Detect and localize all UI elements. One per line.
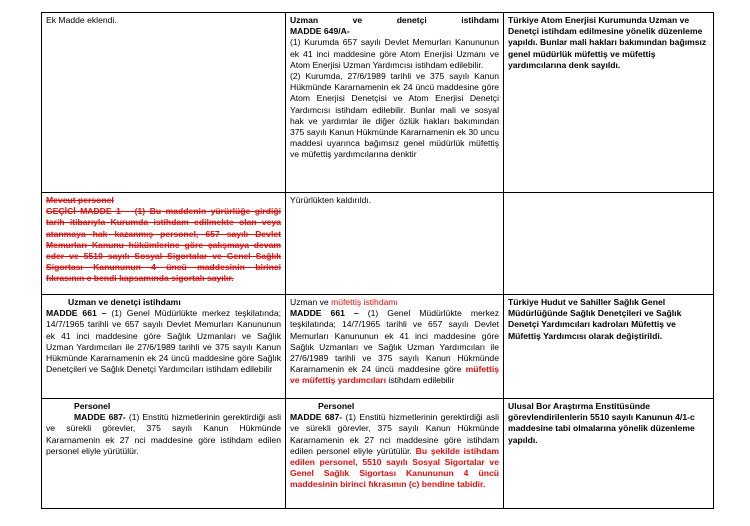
article-heading: Uzman ve denetçi istihdamı [290,15,499,25]
old-text-cell [42,295,286,399]
article-heading: Personel [318,401,355,411]
table-row [42,13,714,193]
article-title: Mevcut personel [46,195,114,205]
article-heading: Uzman ve denetçi istihdamı [68,297,181,307]
table-row [42,399,714,509]
new-text-cell [286,13,504,193]
article-body: MADDE 687- (1) Enstitü hizmetlerinin gerektirdiği asli ve sürekli görevler, 375 sayılı Kanun Hükmünde Kararnamenin ek 27 nci maddesine göre istihdam edilen personel eliyle yürütülür. Bu şekilde istihdam edilen personel, 5510 sayılı Sosyal Sigortalar ve Genel Sağlık Sigortası Kanununun 4 üncü maddesinin birinci fıkrasının (c) bendine tabidir. [290,412,499,490]
explanation-cell: Türkiye Hudut ve Sahiller Sağlık Genel Müdürlüğünde Sağlık Denetçileri ve Sağlık Denetçi Yardımcıları kadroları Müfettiş ve Müfettiş Yardımcısı olarak değiştirildi. [504,295,714,399]
article-heading: Uzman ve müfettiş istihdamı [290,297,398,307]
new-text-cell [286,295,504,399]
explanation-cell: Türkiye Atom Enerjisi Kurumunda Uzman ve Denetçi istihdam edilmesine yönelik düzenleme yapıldı. Bunlar mali hakları bakımından bağımsız genel müdürlük müfettiş ve müfettiş yardımcılarına denk sayıldı. [504,13,714,193]
old-text-cell [42,399,286,509]
explanation-cell [504,193,714,295]
article-number: MADDE 649/A- [290,26,350,37]
paragraph-1: (1) Kurumda 657 sayılı Devlet Memurları Kanununun ek 41 inci maddesine göre Atom Enerjisi Uzmanı ve Atom Enerjisi Uzman Yardımcısı istihdam edilebilir. [290,37,499,70]
article-body: MADDE 661 – (1) Genel Müdürlükte merkez teşkilatında; 14/7/1965 tarihli ve 657 sayılı Devlet Memurları Kanununun ek 41 inci maddesine göre Sağlık Uzmanları ve Sağlık Uzman Yardımcıları ile 27/6/1989 tarihli ve 375 sayılı Kanun Hükmünde Kararnamenin ek 24 üncü maddesine göre müfettiş ve müfettiş yardımcıları istihdam edilebilir [290,308,500,386]
comparison-table [41,12,714,509]
article-heading: Personel [74,401,111,411]
new-text-cell: Yürürlükten kaldırıldı. [286,193,504,295]
table-row [42,295,714,399]
explanation-cell: Ulusal Bor Araştırma Enstitüsünde görevlendirilenlerin 5510 sayılı Kanunun 4/1-c maddesine tabi olmalarına yönelik düzenleme yapıldı. [504,399,714,509]
article-body: GEÇİCİ MADDE 1 – (1) Bu maddenin yürürlüğe girdiği tarih itibarıyla Kurumda istihdam edilmekte olan veya atanmaya hak kazanmış personel, 657 sayılı Devlet Memurları Kanunu hükümlerine göre çalışmaya devam eder ve 5510 sayılı Sosyal Sigortalar ve Genel Sağlık Sigortası Kanununun 4 üncü maddesinin birinci fıkrasının c bendi kapsamında sigortalı sayılır. [46,206,282,284]
old-text-cell [42,193,286,295]
article-body: MADDE 687- (1) Enstitü hizmetlerinin gerektirdiği asli ve sürekli görevler, 375 sayılı Kanun Hükmünde Kararnamenin ek 27 nci maddesine göre istihdam edilen personel eliyle yürütülür. [46,412,281,456]
table-row [42,193,714,295]
article-body: MADDE 661 – (1) Genel Müdürlükte merkez teşkilatında; 14/7/1965 tarihli ve 657 sayılı Devlet Memurları Kanununun ek 41 inci maddesine göre Sağlık Uzmanları ve Sağlık Uzman Yardımcıları ile 27/6/1989 tarihli ve 375 sayılı Kanun Hükmünde Kararnamenin ek 24 üncü maddesine göre Sağlık Denetçileri ve Sağlık Denetçi Yardımcıları istihdam edilebilir [46,308,282,375]
old-text-cell: Ek Madde eklendi. [42,13,286,193]
paragraph-2: (2) Kurumda, 27/6/1989 tarihli ve 375 sayılı Kanun Hükmünde Kararnamenin ek 24 üncü maddesine göre Atom Enerjisi Denetçisi ve Atom Enerjisi Denetçi Yardımcısı istihdam edilebilir. Bunlar mali ve sosyal hak ve yardımlar ile diğer özlük hakları bakımından 375 sayılı Kanun Hükmünde Kararnamenin ek 30 uncu maddesi uyarınca bağımsız genel müdürlük müfettiş ve müfettiş yardımcılarına denktir [290,71,499,160]
new-text-cell [286,399,504,509]
